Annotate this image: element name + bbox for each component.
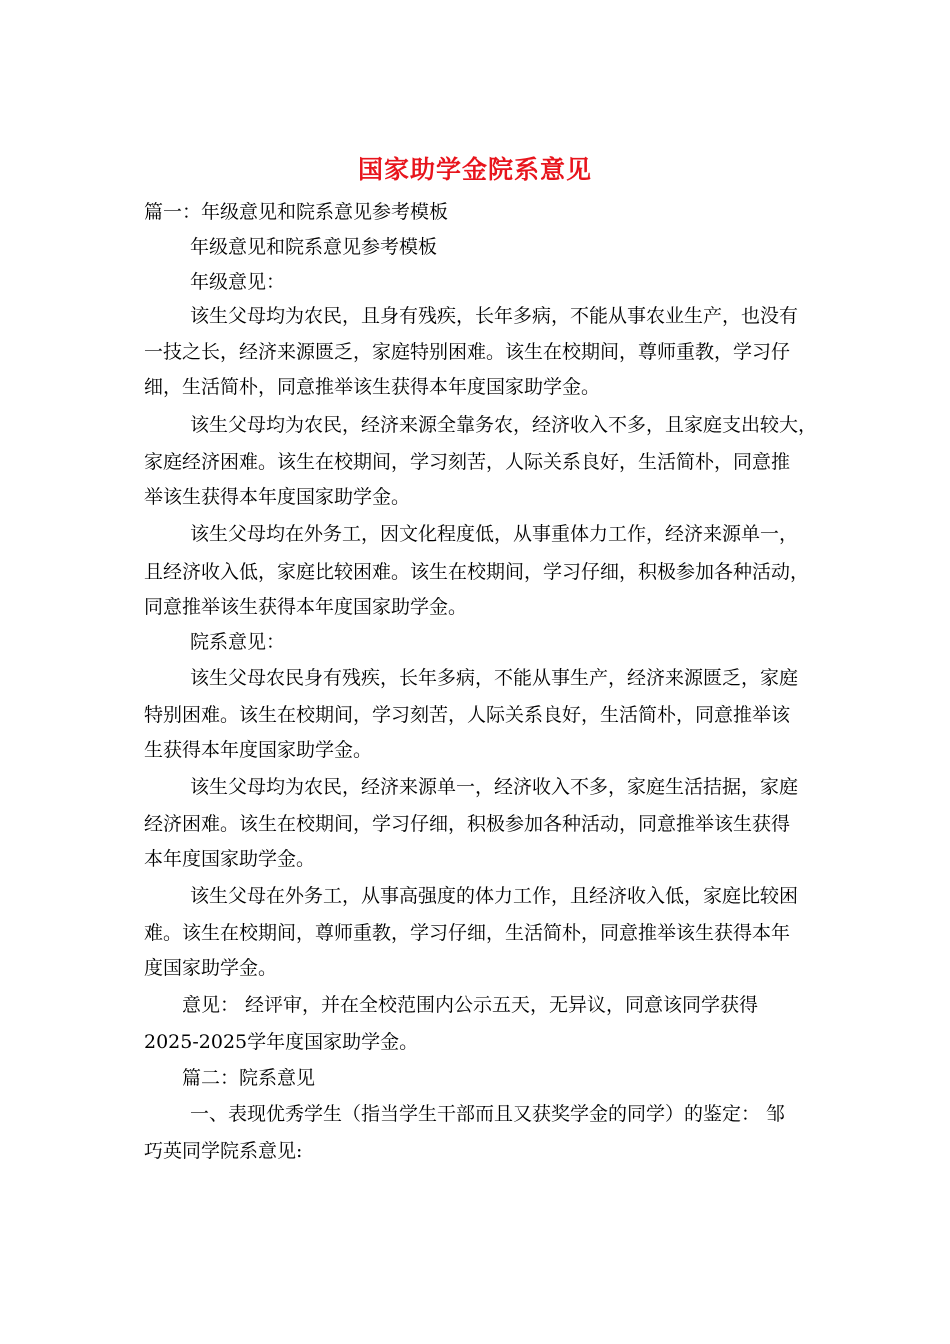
document-title: 国家助学金院系意见 <box>357 155 592 184</box>
paragraph-line: 同意推举该生获得本年度国家助学金。 <box>144 596 468 618</box>
paragraph-line: 该生父母农民身有残疾，长年多病，不能从事生产，经济来源匮乏，家庭 <box>190 667 799 689</box>
paragraph-line: 本年度国家助学金。 <box>144 848 316 870</box>
paragraph-line: 且经济收入低，家庭比较困难。该生在校期间，学习仔细，积极参加各种活动， <box>144 561 810 583</box>
subheading-template: 年级意见和院系意见参考模板 <box>190 236 438 258</box>
paragraph-line: 该生父母均在外务工，因文化程度低，从事重体力工作，经济来源单一， <box>190 523 799 545</box>
paragraph-line: 该生父母在外务工，从事高强度的体力工作，且经济收入低，家庭比较困 <box>190 885 799 907</box>
paragraph-line: 度国家助学金。 <box>144 957 278 979</box>
paragraph-line: 该生父母均为农民，经济来源单一，经济收入不多，家庭生活拮据，家庭 <box>190 776 799 798</box>
paragraph-line: 经济困难。该生在校期间，学习仔细，积极参加各种活动，同意推举该生获得 <box>144 813 791 835</box>
paragraph-line: 生获得本年度国家助学金。 <box>144 739 373 761</box>
label-grade-opinion: 年级意见： <box>190 271 286 293</box>
paragraph-line: 难。该生在校期间，尊师重教，学习仔细，生活简朴，同意推举该生获得本年 <box>144 922 791 944</box>
paragraph-line: 细，生活简朴，同意推举该生获得本年度国家助学金。 <box>144 376 601 398</box>
paragraph-line: 该生父母均为农民，且身有残疾，长年多病，不能从事农业生产，也没有 <box>190 305 799 327</box>
paragraph-line: 意见： 经评审，并在全校范围内公示五天，无异议，同意该同学获得 <box>182 994 759 1016</box>
label-department-opinion: 院系意见： <box>190 631 286 653</box>
heading-part-two: 篇二：院系意见 <box>182 1067 316 1089</box>
heading-part-one: 篇一：年级意见和院系意见参考模板 <box>144 201 449 223</box>
paragraph-line: 2025-2025学年度国家助学金。 <box>144 1031 419 1053</box>
paragraph-line: 举该生获得本年度国家助学金。 <box>144 486 411 508</box>
paragraph-line: 该生父母均为农民，经济来源全靠务农，经济收入不多，且家庭支出较大， <box>190 414 818 436</box>
paragraph-line: 巧英同学院系意见: <box>144 1140 303 1162</box>
paragraph-line: 特别困难。该生在校期间，学习刻苦，人际关系良好，生活简朴，同意推举该 <box>144 704 791 726</box>
paragraph-line: 一、表现优秀学生（指当学生干部而且又获奖学金的同学）的鉴定： 邹 <box>190 1103 786 1125</box>
paragraph-line: 一技之长，经济来源匮乏，家庭特别困难。该生在校期间，尊师重教，学习仔 <box>144 341 791 363</box>
paragraph-line: 家庭经济困难。该生在校期间，学习刻苦，人际关系良好，生活简朴，同意推 <box>144 451 791 473</box>
